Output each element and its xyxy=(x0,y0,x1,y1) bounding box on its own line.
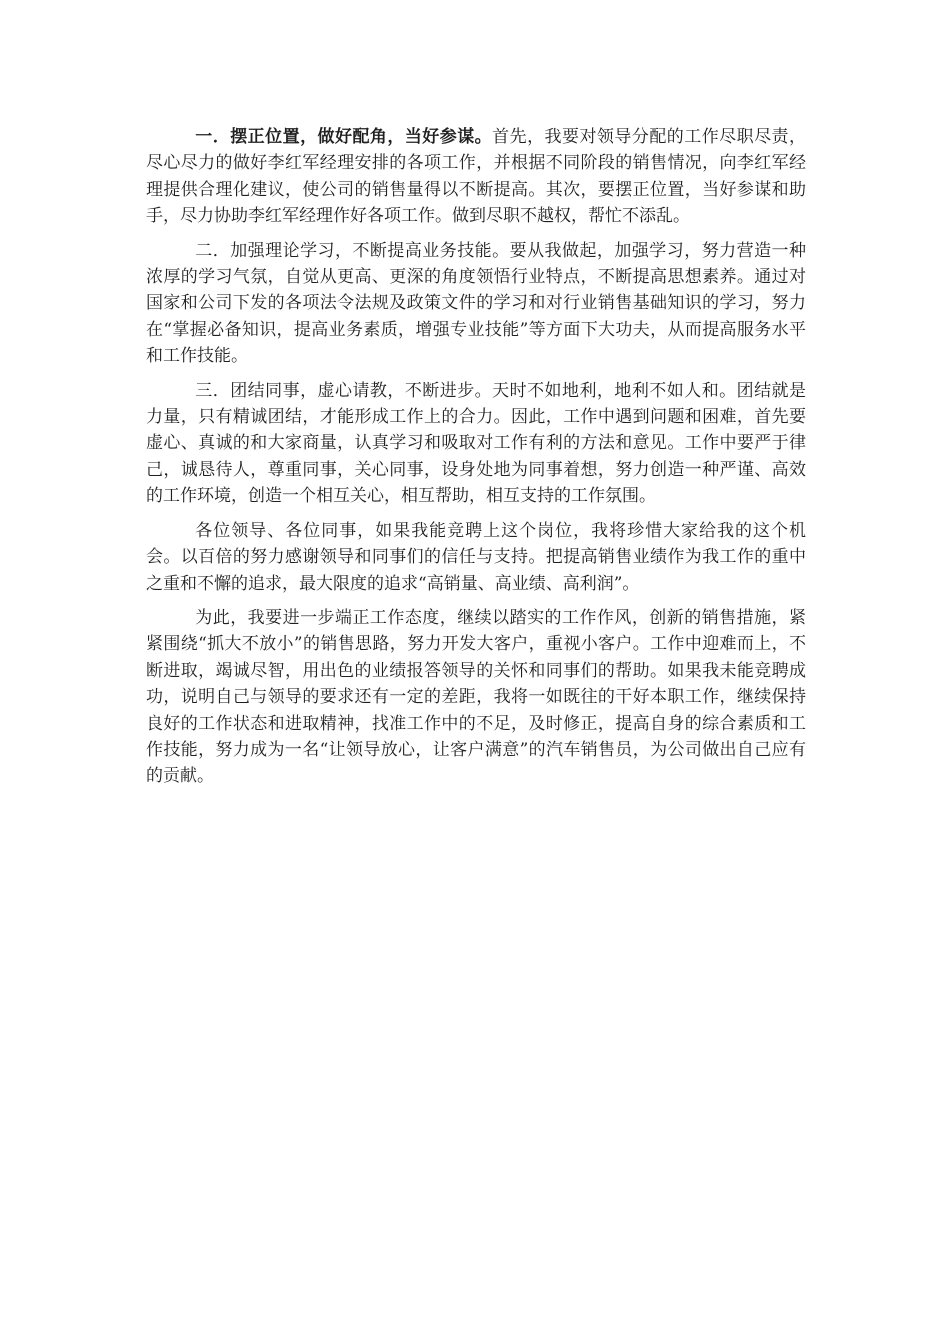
paragraph-1-text: 首先，我要对领导分配的工作尽职尽责，尽心尽力的做好李红军经理安排的各项工作，并根据不同阶段的销售情况，向李红军经理提供合理化建议，使公司的销售量得以不断提高。其次，要摆正位置，当好参谋和助手，尽力协助李红军经理作好各项工作。做到尽职不越权，帮忙不添乱。 xyxy=(146,127,807,227)
paragraph-2 xyxy=(146,238,806,370)
paragraph-4 xyxy=(146,518,806,597)
document-body xyxy=(146,124,806,798)
paragraph-3-text: 三．团结同事，虚心请教，不断进步。天时不如地利，地利不如人和。团结就是力量，只有精诚团结，才能形成工作上的合力。因此，工作中遇到问题和困难，首先要虚心、真诚的和大家商量，认真学习和吸取对工作有利的方法和意见。工作中要严于律己，诚恳待人，尊重同事，关心同事，设身处地为同事着想，努力创造一种严谨、高效的工作环境，创造一个相互关心，相互帮助，相互支持的工作氛围。 xyxy=(146,380,806,507)
paragraph-3 xyxy=(146,378,806,510)
paragraph-1 xyxy=(146,124,806,230)
paragraph-4-text: 各位领导、各位同事，如果我能竞聘上这个岗位，我将珍惜大家给我的这个机会。以百倍的努力感谢领导和同事们的信任与支持。把提高销售业绩作为我工作的重中之重和不懈的追求，最大限度的追求“高销量、高业绩、高利润”。 xyxy=(146,520,806,594)
paragraph-5 xyxy=(146,605,806,790)
paragraph-5-text: 为此，我要进一步端正工作态度，继续以踏实的工作作风，创新的销售措施，紧紧围绕“抓大不放小”的销售思路，努力开发大客户，重视小客户。工作中迎难而上，不断进取，竭诚尽智，用出色的业绩报答领导的关怀和同事们的帮助。如果我未能竞聘成功，说明自己与领导的要求还有一定的差距，我将一如既往的干好本职工作，继续保持良好的工作状态和进取精神，找准工作中的不足，及时修正，提高自身的综合素质和工作技能，努力成为一名“让领导放心，让客户满意”的汽车销售员，为公司做出自己应有的贡献。 xyxy=(146,607,806,787)
paragraph-1-heading: 一．摆正位置，做好配角，当好参谋。 xyxy=(195,127,493,147)
paragraph-2-text: 二．加强理论学习，不断提高业务技能。要从我做起，加强学习，努力营造一种浓厚的学习气氛，自觉从更高、更深的角度领悟行业特点，不断提高思想素养。通过对国家和公司下发的各项法令法规及政策文件的学习和对行业销售基础知识的学习，努力在“掌握必备知识，提高业务素质，增强专业技能”等方面下大功夫，从而提高服务水平和工作技能。 xyxy=(146,240,806,367)
